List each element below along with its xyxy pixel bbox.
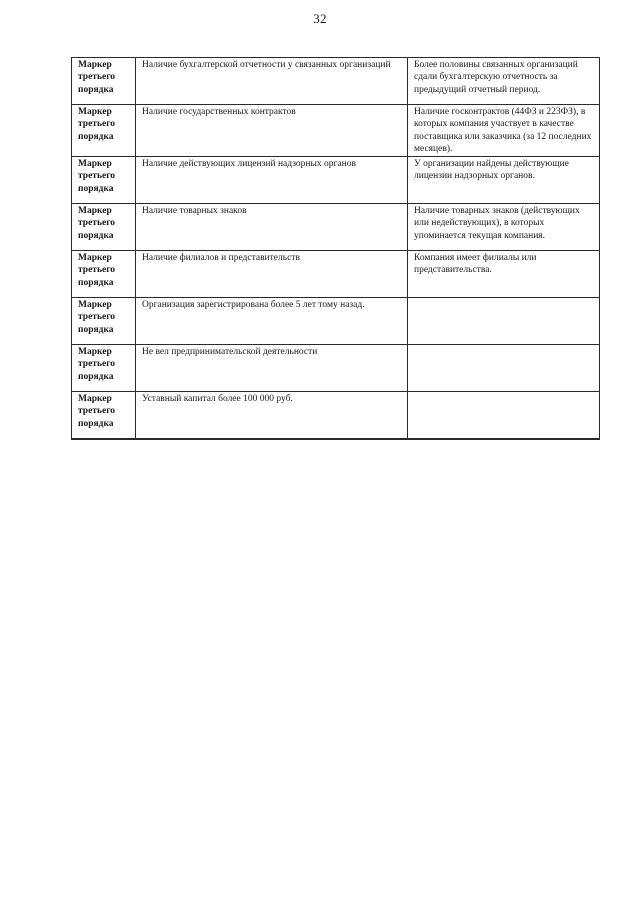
table-row bbox=[72, 345, 600, 392]
table-row bbox=[72, 298, 600, 345]
criterion-cell: Наличие товарных знаков bbox=[136, 204, 408, 251]
page-number: 32 bbox=[313, 11, 327, 26]
description-cell: Более половины связанных организаций сдали бухгалтерскую отчетность за предыдущий отчетный период. bbox=[408, 58, 600, 105]
description-cell: Наличие товарных знаков (действующих или недействующих), в которых упоминается текущая компания. bbox=[408, 204, 600, 251]
description-cell: Наличие госконтрактов (44ФЗ и 223ФЗ), в которых компания участвует в качестве поставщика или заказчика (за 12 последних месяцев). bbox=[408, 105, 600, 157]
marker-level-cell: Маркер третьего порядка bbox=[72, 298, 136, 345]
description-cell: Компания имеет филиалы или представительства. bbox=[408, 251, 600, 298]
criterion-cell: Наличие действующих лицензий надзорных органов bbox=[136, 157, 408, 204]
marker-level-cell: Маркер третьего порядка bbox=[72, 204, 136, 251]
description-cell bbox=[408, 298, 600, 345]
table-row bbox=[72, 392, 600, 439]
table-row bbox=[72, 251, 600, 298]
table-row bbox=[72, 58, 600, 105]
criterion-cell: Наличие бухгалтерской отчетности у связанных организаций bbox=[136, 58, 408, 105]
marker-level-cell: Маркер третьего порядка bbox=[72, 345, 136, 392]
marker-level-cell: Маркер третьего порядка bbox=[72, 157, 136, 204]
description-cell bbox=[408, 392, 600, 439]
criterion-cell: Наличие филиалов и представительств bbox=[136, 251, 408, 298]
marker-level-cell: Маркер третьего порядка bbox=[72, 105, 136, 157]
marker-level-cell: Маркер третьего порядка bbox=[72, 251, 136, 298]
table-row bbox=[72, 204, 600, 251]
table-row bbox=[72, 157, 600, 204]
table-row bbox=[72, 105, 600, 157]
marker-level-cell: Маркер третьего порядка bbox=[72, 392, 136, 439]
criterion-cell: Уставный капитал более 100 000 руб. bbox=[136, 392, 408, 439]
marker-level-cell: Маркер третьего порядка bbox=[72, 58, 136, 105]
description-cell bbox=[408, 345, 600, 392]
criterion-cell: Не вел предпринимательской деятельности bbox=[136, 345, 408, 392]
criterion-cell: Организация зарегистрирована более 5 лет тому назад. bbox=[136, 298, 408, 345]
markers-table bbox=[71, 57, 600, 440]
criterion-cell: Наличие государственных контрактов bbox=[136, 105, 408, 157]
description-cell: У организации найдены действующие лицензии надзорных органов. bbox=[408, 157, 600, 204]
